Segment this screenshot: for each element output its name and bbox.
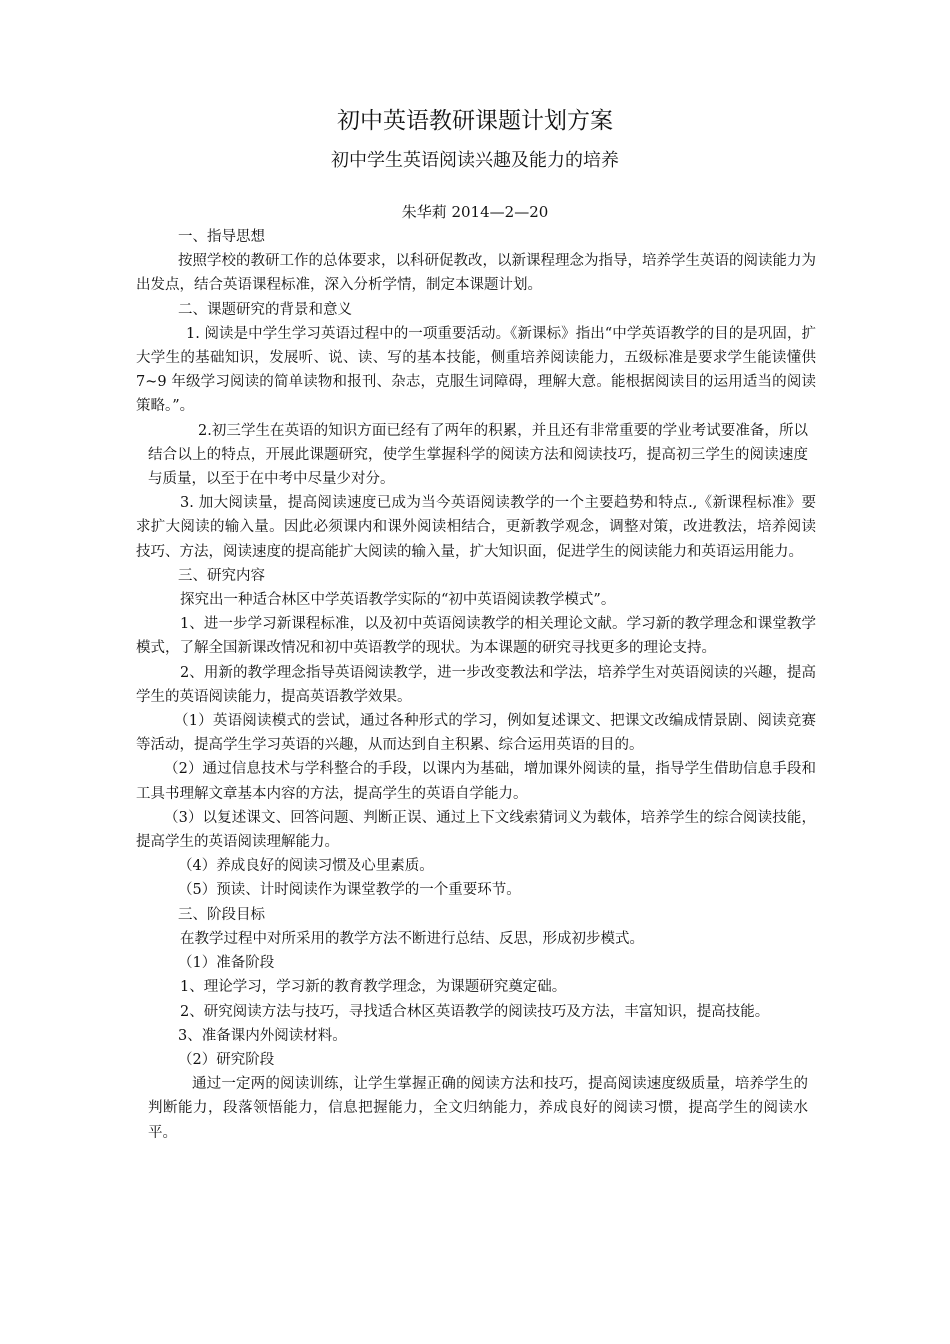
subsection-heading: （2）研究阶段: [178, 1051, 275, 1068]
paragraph: （1）英语阅读模式的尝试，通过各种形式的学习，例如复述课文、把课文改编成情景剧、阅读竞赛等活动，提高学生学习英语的兴趣，从而达到自主积累、综合运用英语的目的。: [136, 713, 816, 754]
paragraph: 2、用新的教学理念指导英语阅读教学，进一步改变教法和学法，培养学生对英语阅读的兴趣，提高学生的英语阅读能力，提高英语教学效果。: [136, 664, 816, 705]
document-body: [136, 225, 816, 1145]
paragraph: 3、准备课内外阅读材料。: [178, 1027, 347, 1044]
document-subtitle: 初中学生英语阅读兴趣及能力的培养: [331, 150, 619, 171]
subsection-heading: （1）准备阶段: [178, 955, 275, 972]
paragraph: （5）预读、计时阅读作为课堂教学的一个重要环节。: [178, 882, 521, 899]
section-heading: 三、阶段目标: [178, 906, 265, 923]
section-heading: 二、课题研究的背景和意义: [178, 301, 352, 318]
paragraph: 1、进一步学习新课程标准，以及初中英语阅读教学的相关理论文献。学习新的教学理念和课堂教学模式，了解全国新课改情况和初中英语教学的现状。为本课题的研究寻找更多的理论支持。: [136, 616, 816, 657]
author-date-line: 朱华莉 2014—2—20: [401, 203, 549, 221]
paragraph: 通过一定两的阅读训练，让学生掌握正确的阅读方法和技巧，提高阅读速度级质量，培养学生的判断能力，段落领悟能力，信息把握能力，全文归纳能力，养成良好的阅读习惯，提高学生的阅读水平。: [148, 1076, 808, 1141]
document-title: 初中英语教研课题计划方案: [337, 108, 613, 134]
paragraph: 2.初三学生在英语的知识方面已经有了两年的积累，并且还有非常重要的学业考试要准备，所以结合以上的特点，开展此课题研究，使学生掌握科学的阅读方法和阅读技巧，提高初三学生的阅读速度与质量，以至于在中考中尽量少对分。: [148, 422, 808, 488]
section-heading: 三、研究内容: [178, 567, 265, 584]
paragraph: 探究出一种适合林区中学英语教学实际的“初中英语阅读教学模式”。: [180, 592, 616, 609]
paragraph: 3. 加大阅读量，提高阅读速度已成为当今英语阅读教学的一个主要趋势和特点.,《新课程标准》要求扩大阅读的输入量。因此必须课内和课外阅读相结合，更新教学观念，调整对策，改进教法，培养阅读技巧、方法，阅读速度的提高能扩大阅读的输入量，扩大知识面，促进学生的阅读能力和英语运用能力。: [136, 495, 816, 560]
section-heading: 一、指导思想: [178, 229, 265, 245]
paragraph: （3）以复述课文、回答问题、判断正误、通过上下文线索猜词义为载体，培养学生的综合阅读技能，提高学生的英语阅读理解能力。: [136, 809, 816, 851]
paragraph: （2）通过信息技术与学科整合的手段，以课内为基础，增加课外阅读的量，指导学生借助信息手段和工具书理解文章基本内容的方法，提高学生的英语自学能力。: [136, 761, 816, 802]
paragraph: 2、研究阅读方法与技巧，寻找适合林区英语教学的阅读技巧及方法，丰富知识，提高技能。: [180, 1003, 770, 1020]
paragraph: （4）养成良好的阅读习惯及心里素质。: [178, 858, 434, 875]
paragraph: 按照学校的教研工作的总体要求，以科研促教改，以新课程理念为指导，培养学生英语的阅读能力为出发点，结合英语课程标准，深入分析学情，制定本课题计划。: [136, 253, 816, 294]
paragraph: 在教学过程中对所采用的教学方法不断进行总结、反思，形成初步模式。: [180, 930, 644, 947]
paragraph: 1、理论学习，学习新的教育教学理念，为课题研究奠定础。: [180, 979, 567, 996]
paragraph: 1. 阅读是中学生学习英语过程中的一项重要活动。《新课标》指出“中学英语教学的目的是巩固，扩大学生的基础知识，发展听、说、读、写的基本技能，侧重培养阅读能力，五级标准是要求学生能读懂供 7~9 年级学习阅读的简单读物和报刊、杂志，克服生词障碍，理解大意。能根据阅读目的运用适当的阅读策略。”。: [136, 325, 816, 415]
